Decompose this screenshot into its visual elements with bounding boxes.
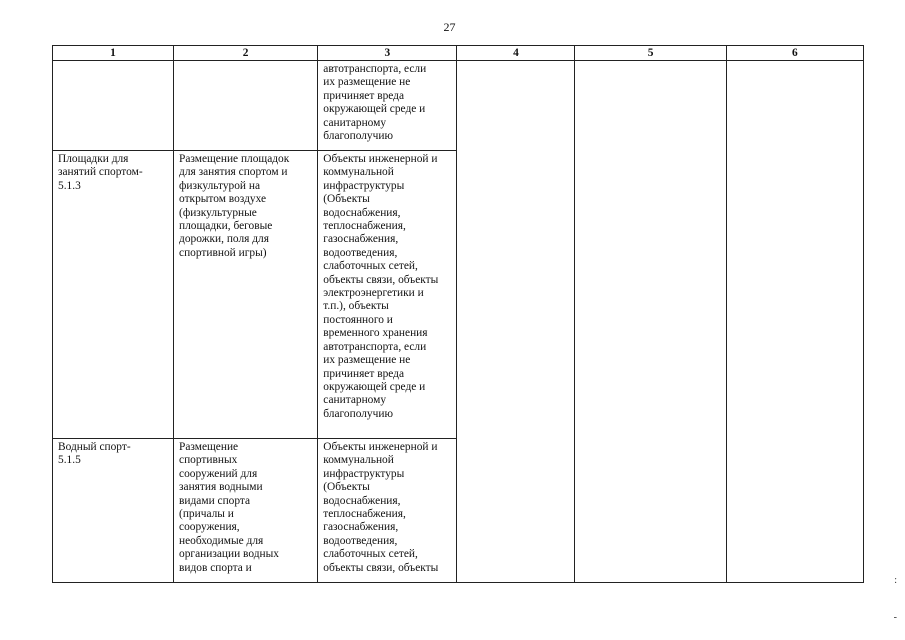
cell-text-line: 5.1.3 [58,179,81,192]
cell-text-line: автотранспорта, если [323,340,427,353]
cell-text-line: (Объекты [323,193,370,206]
cell-text-line: объекты связи, объекты [323,273,439,286]
cell-use-description [174,61,318,151]
column-header-2: 2 [174,46,318,61]
cell-text-line: спортивной игры) [179,246,267,259]
column-header-1: 1 [53,46,174,61]
cell-text-line: видами спорта [179,494,251,507]
cell-text-line: сооружения, [179,521,240,534]
column-header-3: 3 [318,46,457,61]
cell-col5 [575,61,726,583]
column-header-6: 6 [726,46,863,61]
cell-text-line: Водный спорт- [58,441,131,453]
cell-use-description [174,439,318,583]
cell-text-line: спортивных [179,454,238,467]
header-row [53,46,864,61]
cell-text-line: Площадки для [58,153,129,165]
cell-text-line: занятий спортом- [58,166,143,179]
cell-text-line: объекты связи, объекты [323,561,439,574]
cell-text-line: Объекты инженерной и [323,441,438,453]
cell-text-line: инфраструктуры [323,179,405,192]
column-header-5: 5 [575,46,726,61]
cell-text-line: (физкультурные [179,206,257,219]
cell-text-line: открытом воздухе [179,193,267,206]
cell-auxiliary-uses [318,151,457,439]
cell-text-line: их размещение не [323,76,411,89]
cell-use-name [53,61,174,151]
cell-text-line: видов спорта и [179,561,252,574]
page-number: 27 [443,20,456,34]
cell-text-line: санитарному [323,116,387,129]
cell-text-line: их размещение не [323,354,411,367]
cell-text-line: сооружений для [179,467,258,480]
cell-text-line: физкультурой на [179,179,261,192]
cell-text-line: Размещение площадок [179,153,290,165]
cell-text-line: благополучию [323,130,393,143]
cell-text-line: 5.1.5 [58,454,81,467]
cell-col6 [726,61,863,583]
table-row [53,61,864,151]
cell-text-line: газоснабжения, [323,521,399,534]
cell-text-line: благополучию [323,407,393,420]
cell-text-line: организации водных [179,548,279,561]
cell-text-line: необходимые для [179,534,264,547]
cell-text-line: водоснабжения, [323,206,401,219]
zoning-table [52,45,864,583]
cell-text-line: занятия водными [179,481,263,494]
cell-text-line: санитарному [323,394,387,407]
cell-text-line: т.п.), объекты [323,300,389,313]
cell-text-line: (причалы и [179,508,234,521]
cell-text-line: (Объекты [323,481,370,494]
cell-text-line: дорожки, поля для [179,233,269,246]
cell-text-line: временного хранения [323,327,428,340]
cell-text-line: причиняет вреда [323,367,405,380]
margin-scan-mark: - [893,612,897,623]
cell-text-line: коммунальной [323,454,394,467]
cell-text-line: окружающей среде и [323,380,426,393]
cell-text-line: причиняет вреда [323,89,405,102]
cell-use-description [174,151,318,439]
cell-text-line: слаботочных сетей, [323,260,418,273]
margin-scan-mark: : [894,575,897,586]
cell-text-line: постоянного и [323,313,393,326]
cell-text-line: слаботочных сетей, [323,548,418,561]
cell-auxiliary-uses [318,61,457,151]
cell-text-line: для занятия спортом и [179,166,288,179]
cell-text-line: коммунальной [323,166,394,179]
cell-text-line: Объекты инженерной и [323,153,438,165]
cell-text-line: Размещение [179,441,239,453]
cell-text-line: теплоснабжения, [323,220,406,233]
cell-use-name [53,439,174,583]
cell-use-name [53,151,174,439]
cell-text-line: площадки, беговые [179,220,273,233]
cell-text-line: автотранспорта, если [323,63,427,75]
cell-text-line: газоснабжения, [323,233,399,246]
cell-text-line: водоснабжения, [323,494,401,507]
cell-text-line: водоотведения, [323,534,398,547]
cell-text-line: окружающей среде и [323,103,426,116]
cell-text-line: теплоснабжения, [323,508,406,521]
cell-text-line: инфраструктуры [323,467,405,480]
cell-col4 [457,61,575,583]
cell-text-line: водоотведения, [323,246,398,259]
cell-text-line: электроэнергетики и [323,287,424,300]
cell-auxiliary-uses [318,439,457,583]
column-header-4: 4 [457,46,575,61]
